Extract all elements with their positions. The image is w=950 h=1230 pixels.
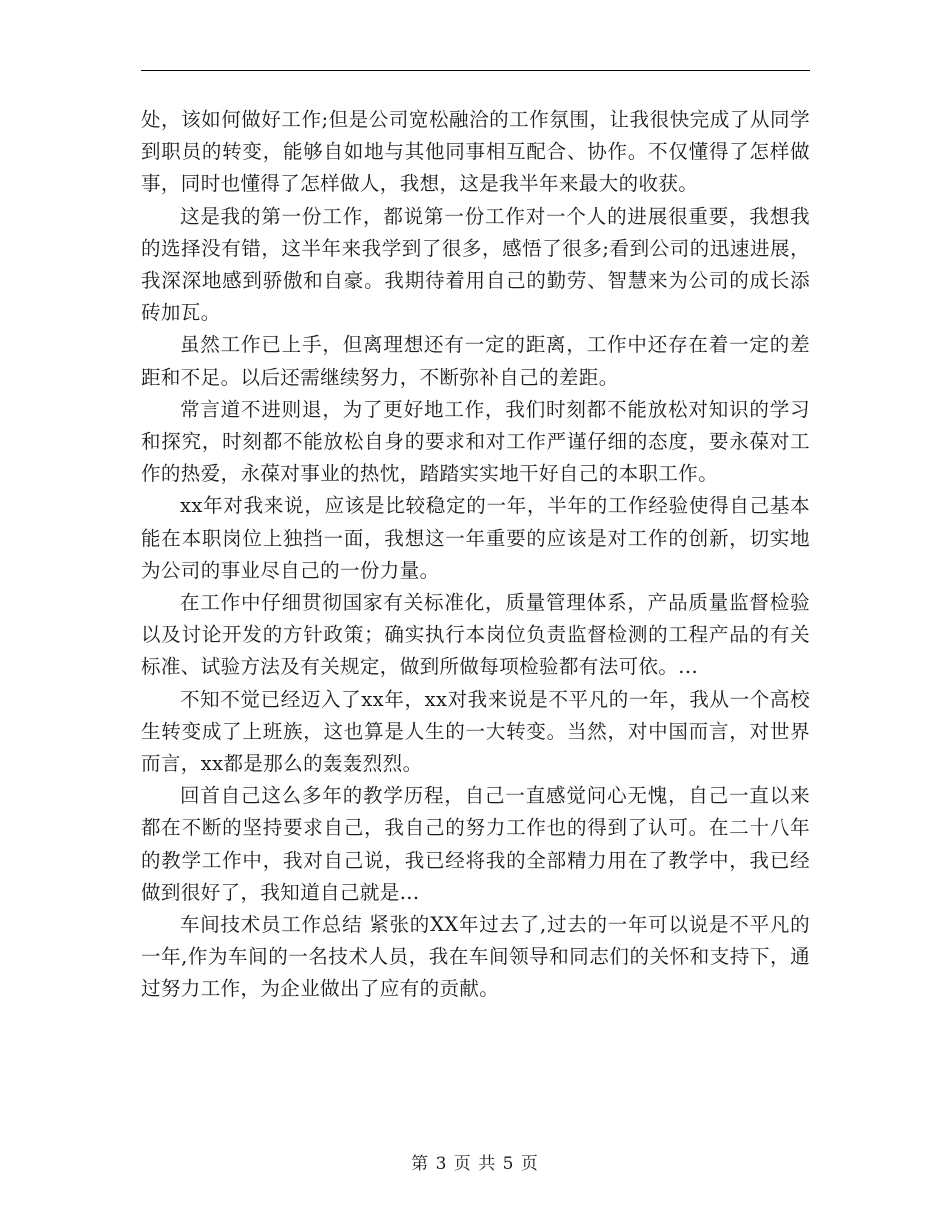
paragraph-1: 处，该如何做好工作;但是公司宽松融洽的工作氛围，让我很快完成了从同学到职员的转变，能够自如地与其他同事相互配合、协作。不仅懂得了怎样做事，同时也懂得了怎样做人，我想，这是我半年来最大的收获。 xyxy=(141,108,810,196)
paragraph-7: 不知不觉已经迈入了xx年，xx对我来说是不平凡的一年，我从一个高校生转变成了上班族，这也算是人生的一大转变。当然，对中国而言，对世界而言，xx都是那么的轰轰烈烈。 xyxy=(141,687,810,776)
paragraph-3: 虽然工作已上手，但离理想还有一定的距离，工作中还存在着一定的差距和不足。以后还需继续努力，不断弥补自己的差距。 xyxy=(141,333,810,389)
paragraph-8: 回首自己这么多年的教学历程，自己一直感觉问心无愧，自己一直以来都在不断的坚持要求自己，我自己的努力工作也的得到了认可。在二十八年的教学工作中，我对自己说，我已经将我的全部精力用在了教学中，我已经做到很好了，我知道自己就是... xyxy=(141,784,810,904)
paragraph-2: 这是我的第一份工作，都说第一份工作对一个人的进展很重要，我想我的选择没有错，这半年来我学到了很多，感悟了很多;看到公司的迅速进展，我深深地感到骄傲和自豪。我期待着用自己的勤劳、智慧来为公司的成长添砖加瓦。 xyxy=(141,204,810,325)
paragraph-4: 常言道不进则退，为了更好地工作，我们时刻都不能放松对知识的学习和探究，时刻都不能放松自身的要求和对工作严谨仔细的态度，要永葆对工作的热爱，永葆对事业的热忱，踏踏实实地干好自己的本职工作。 xyxy=(141,397,810,486)
paragraph-5: xx年对我来说，应该是比较稳定的一年，半年的工作经验使得自己基本能在本职岗位上独挡一面，我想这一年重要的应该是对工作的创新，切实地为公司的事业尽自己的一份力量。 xyxy=(141,494,810,582)
header-rule xyxy=(141,70,810,71)
paragraph-6: 在工作中仔细贯彻国家有关标准化，质量管理体系，产品质量监督检验以及讨论开发的方针政策；确实执行本岗位负责监督检测的工程产品的有关标准、试验方法及有关规定，做到所做每项检验都有法可依。... xyxy=(141,591,810,679)
page-number: 第 3 页 共 5 页 xyxy=(411,1154,539,1174)
paragraph-9: 车间技术员工作总结 紧张的XX年过去了,过去的一年可以说是不平凡的一年,作为车间的一名技术人员，我在车间领导和同志们的关怀和支持下，通过努力工作，为企业做出了应有的贡献。 xyxy=(141,913,810,1001)
document-body xyxy=(141,104,810,1006)
